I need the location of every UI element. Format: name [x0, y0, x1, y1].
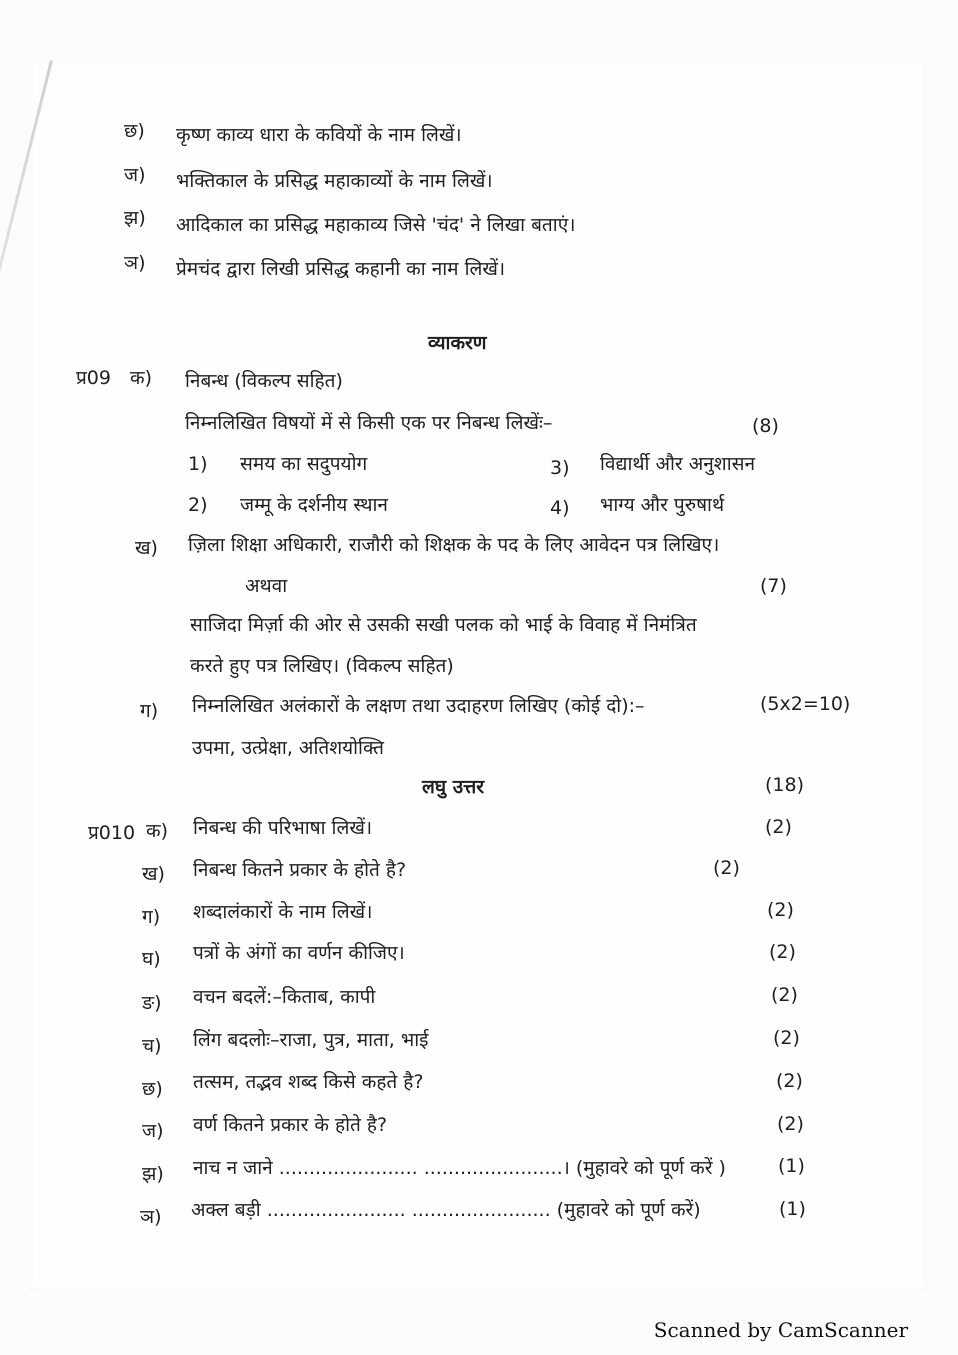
paper-sheet	[30, 60, 926, 1290]
question-text: लिंग बदलोः–राजा, पुत्र, माता, भाई	[193, 1029, 429, 1051]
question-text: वर्ण कितने प्रकार के होते है?	[193, 1114, 388, 1136]
section-heading-short-answer: लघु उत्तर	[422, 776, 485, 798]
marks: (2)	[767, 899, 794, 921]
marks: (2)	[713, 857, 740, 879]
question-text: पत्रों के अंगों का वर्णन कीजिए।	[193, 942, 405, 964]
question-number: प्र09	[76, 367, 111, 389]
question-text: अक्ल बड़ी ....................... ....................... (मुहावरे को पूर्ण करें)	[191, 1199, 701, 1221]
marks: (2)	[773, 1027, 800, 1049]
figure-of-speech-list: उपमा, उत्प्रेक्षा, अतिशयोक्ति	[192, 737, 384, 759]
question-label: ज)	[142, 1120, 164, 1142]
marks: (2)	[769, 941, 796, 963]
question-text: शब्दालंकारों के नाम लिखें।	[193, 901, 373, 923]
topic-number: 2)	[188, 494, 208, 516]
question-label: छ)	[142, 1078, 163, 1100]
question-label: ञ)	[124, 252, 146, 274]
question-label: ज)	[124, 164, 146, 186]
question-label: क)	[146, 820, 169, 842]
question-text: निबन्ध की परिभाषा लिखें।	[193, 817, 373, 839]
marks: (2)	[771, 984, 798, 1006]
question-text: निबन्ध कितने प्रकार के होते है?	[193, 859, 407, 881]
topic-number: 3)	[550, 457, 570, 479]
question-label: ग)	[142, 906, 161, 928]
question-text: नाच न जाने ....................... .......................। (मुहावरे को पूर्ण करें )	[193, 1157, 726, 1179]
topic-text: विद्यार्थी और अनुशासन	[600, 453, 756, 475]
question-text: कृष्ण काव्य धारा के कवियों के नाम लिखें।	[176, 124, 462, 146]
scanner-watermark: Scanned by CamScanner	[653, 1318, 908, 1342]
marks: (2)	[765, 816, 792, 838]
topic-number: 4)	[550, 497, 570, 519]
question-label: घ)	[142, 948, 161, 970]
question-instruction: निम्नलिखित विषयों में से किसी एक पर निबन्ध लिखेंः–	[185, 412, 553, 434]
question-text: वचन बदलें:–किताब, कापी	[193, 986, 376, 1008]
marks: (1)	[778, 1155, 805, 1177]
marks: (18)	[765, 774, 805, 796]
marks: (2)	[776, 1070, 803, 1092]
question-text: निम्नलिखित अलंकारों के लक्षण तथा उदाहरण लिखिए (कोई दो):–	[192, 695, 645, 717]
question-text: भक्तिकाल के प्रसिद्ध महाकाव्यों के नाम लिखें।	[176, 170, 493, 192]
topic-text: समय का सदुपयोग	[240, 453, 368, 475]
or-label: अथवा	[245, 575, 288, 597]
marks: (1)	[779, 1198, 806, 1220]
topic-text: जम्मू के दर्शनीय स्थान	[240, 494, 388, 516]
question-text: आदिकाल का प्रसिद्ध महाकाव्य जिसे 'चंद' ने लिखा बताएं।	[176, 214, 576, 236]
question-number: प्र010	[88, 822, 136, 844]
question-label: क)	[130, 367, 153, 389]
question-alt-text: साजिदा मिर्ज़ा की ओर से उसकी सखी पलक को भाई के विवाह में निमंत्रित	[190, 614, 697, 636]
question-label: झ)	[124, 207, 146, 229]
marks: (5x2=10)	[760, 693, 851, 715]
topic-text: भाग्य और पुरुषार्थ	[600, 494, 725, 516]
section-heading-grammar: व्याकरण	[428, 332, 487, 354]
question-label: ग)	[140, 700, 159, 722]
question-label: ञ)	[140, 1206, 162, 1228]
question-text: तत्सम, तद्भव शब्द किसे कहते है?	[193, 1071, 424, 1093]
question-label: ख)	[135, 537, 158, 559]
question-title: निबन्ध (विकल्प सहित)	[185, 370, 343, 392]
marks: (2)	[777, 1113, 804, 1135]
question-alt-text: करते हुए पत्र लिखिए। (विकल्प सहित)	[190, 655, 454, 677]
topic-number: 1)	[188, 453, 208, 475]
question-label: ङ)	[142, 992, 162, 1014]
question-label: झ)	[142, 1163, 164, 1185]
question-text: प्रेमचंद द्वारा लिखी प्रसिद्ध कहानी का नाम लिखें।	[176, 258, 506, 280]
marks: (8)	[752, 415, 779, 437]
question-label: च)	[142, 1035, 162, 1057]
question-label: छ)	[124, 120, 145, 142]
marks: (7)	[760, 575, 787, 597]
question-text: ज़िला शिक्षा अधिकारी, राजौरी को शिक्षक के पद के लिए आवेदन पत्र लिखिए।	[188, 534, 720, 556]
question-label: ख)	[142, 863, 165, 885]
